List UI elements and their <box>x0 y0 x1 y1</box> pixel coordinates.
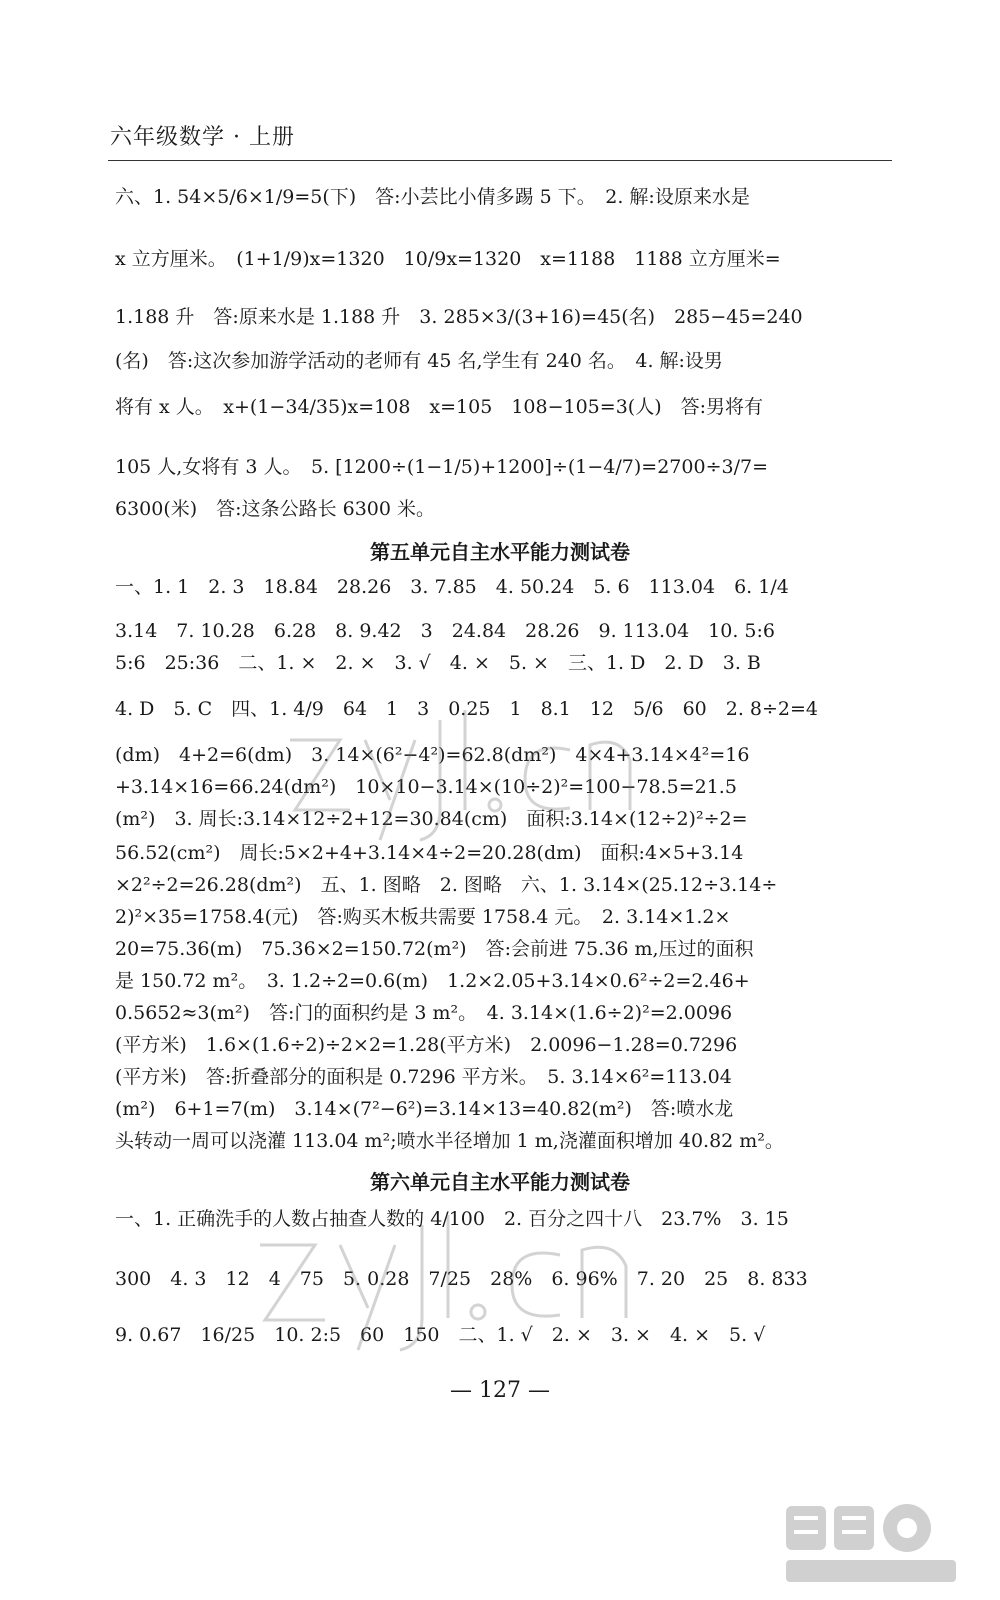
answer-line: 300 4. 3 12 4 75 5. 0.28 7/25 28% 6. 96% 7. 20 25 8. 833 <box>115 1268 808 1290</box>
answer-line: (平方米) 1.6×(1.6÷2)÷2×2=1.28(平方米) 2.0096−1.28=0.7296 <box>115 1034 738 1056</box>
watermark-logo <box>782 1500 962 1590</box>
answer-line: (m²) 6+1=7(m) 3.14×(7²−6²)=3.14×13=40.82(m²) 答:喷水龙 <box>115 1098 734 1120</box>
answer-line: ×2²÷2=26.28(dm²) 五、1. 图略 2. 图略 六、1. 3.14×(25.12÷3.14÷ <box>115 874 778 896</box>
page-number: — 127 — <box>450 1378 550 1403</box>
answer-line: 是 150.72 m²。 3. 1.2÷2=0.6(m) 1.2×2.05+3.14×0.6²÷2=2.46+ <box>115 970 750 992</box>
answer-line: 5:6 25:36 二、1. × 2. × 3. √ 4. × 5. × 三、1. D 2. D 3. B <box>115 652 761 674</box>
answer-line: 一、1. 1 2. 3 18.84 28.26 3. 7.85 4. 50.24 5. 6 113.04 6. 1/4 <box>115 576 789 598</box>
answer-line: 一、1. 正确洗手的人数占抽查人数的 4/100 2. 百分之四十八 23.7% 3. 15 <box>115 1208 789 1230</box>
answer-line: (dm) 4+2=6(dm) 3. 14×(6²−4²)=62.8(dm²) 4×4+3.14×4²=16 <box>115 744 750 766</box>
answer-line: 9. 0.67 16/25 10. 2:5 60 150 二、1. √ 2. × 3. × 4. × 5. √ <box>115 1324 766 1346</box>
unit5-title: 第五单元自主水平能力测试卷 <box>370 540 630 564</box>
answer-line: 1.188 升 答:原来水是 1.188 升 3. 285×3/(3+16)=45(名) 285−45=240 <box>115 306 803 328</box>
answer-line: (名) 答:这次参加游学活动的老师有 45 名,学生有 240 名。 4. 解:设男 <box>115 350 723 372</box>
watermark-mark-top <box>280 690 660 850</box>
answer-line: x 立方厘米。 (1+1/9)x=1320 10/9x=1320 x=1188 1188 立方厘米= <box>115 248 781 270</box>
answer-line: 将有 x 人。 x+(1−34/35)x=108 x=105 108−105=3(人) 答:男将有 <box>115 396 764 418</box>
unit6-title: 第六单元自主水平能力测试卷 <box>370 1170 630 1194</box>
answer-line: 56.52(cm²) 周长:5×2+4+3.14×4÷2=20.28(dm) 面积:4×5+3.14 <box>115 842 744 864</box>
answer-line: 4. D 5. C 四、1. 4/9 64 1 3 0.25 1 8.1 12 5/6 60 2. 8÷2=4 <box>115 698 819 720</box>
answer-line: (平方米) 答:折叠部分的面积是 0.7296 平方米。 5. 3.14×6²=113.04 <box>115 1066 732 1088</box>
answer-line: +3.14×16=66.24(dm²) 10×10−3.14×(10÷2)²=100−78.5=21.5 <box>115 776 737 798</box>
page-header: 六年级数学 · 上册 <box>110 125 295 150</box>
answer-line: 105 人,女将有 3 人。 5. [1200÷(1−1/5)+1200]÷(1−4/7)=2700÷3/7= <box>115 456 768 478</box>
header-rule <box>108 160 892 161</box>
answer-line: 六、1. 54×5/6×1/9=5(下) 答:小芸比小倩多踢 5 下。 2. 解:设原来水是 <box>115 186 750 208</box>
answer-line: 6300(米) 答:这条公路长 6300 米。 <box>115 498 436 520</box>
answer-line: 头转动一周可以浇灌 113.04 m²;喷水半径增加 1 m,浇灌面积增加 40.82 m²。 <box>115 1130 784 1152</box>
answer-line: 20=75.36(m) 75.36×2=150.72(m²) 答:会前进 75.36 m,压过的面积 <box>115 938 754 960</box>
watermark-logo-icon <box>782 1500 962 1590</box>
answer-line: (m²) 3. 周长:3.14×12÷2+12=30.84(cm) 面积:3.14×(12÷2)²÷2= <box>115 808 748 830</box>
watermark-mark-bottom <box>250 1190 670 1360</box>
answer-line: 0.5652≈3(m²) 答:门的面积约是 3 m²。 4. 3.14×(1.6÷2)²=2.0096 <box>115 1002 733 1024</box>
answer-line: 3.14 7. 10.28 6.28 8. 9.42 3 24.84 28.26 9. 113.04 10. 5:6 <box>115 620 775 642</box>
answer-line: 2)²×35=1758.4(元) 答:购买木板共需要 1758.4 元。 2. 3.14×1.2× <box>115 906 731 928</box>
